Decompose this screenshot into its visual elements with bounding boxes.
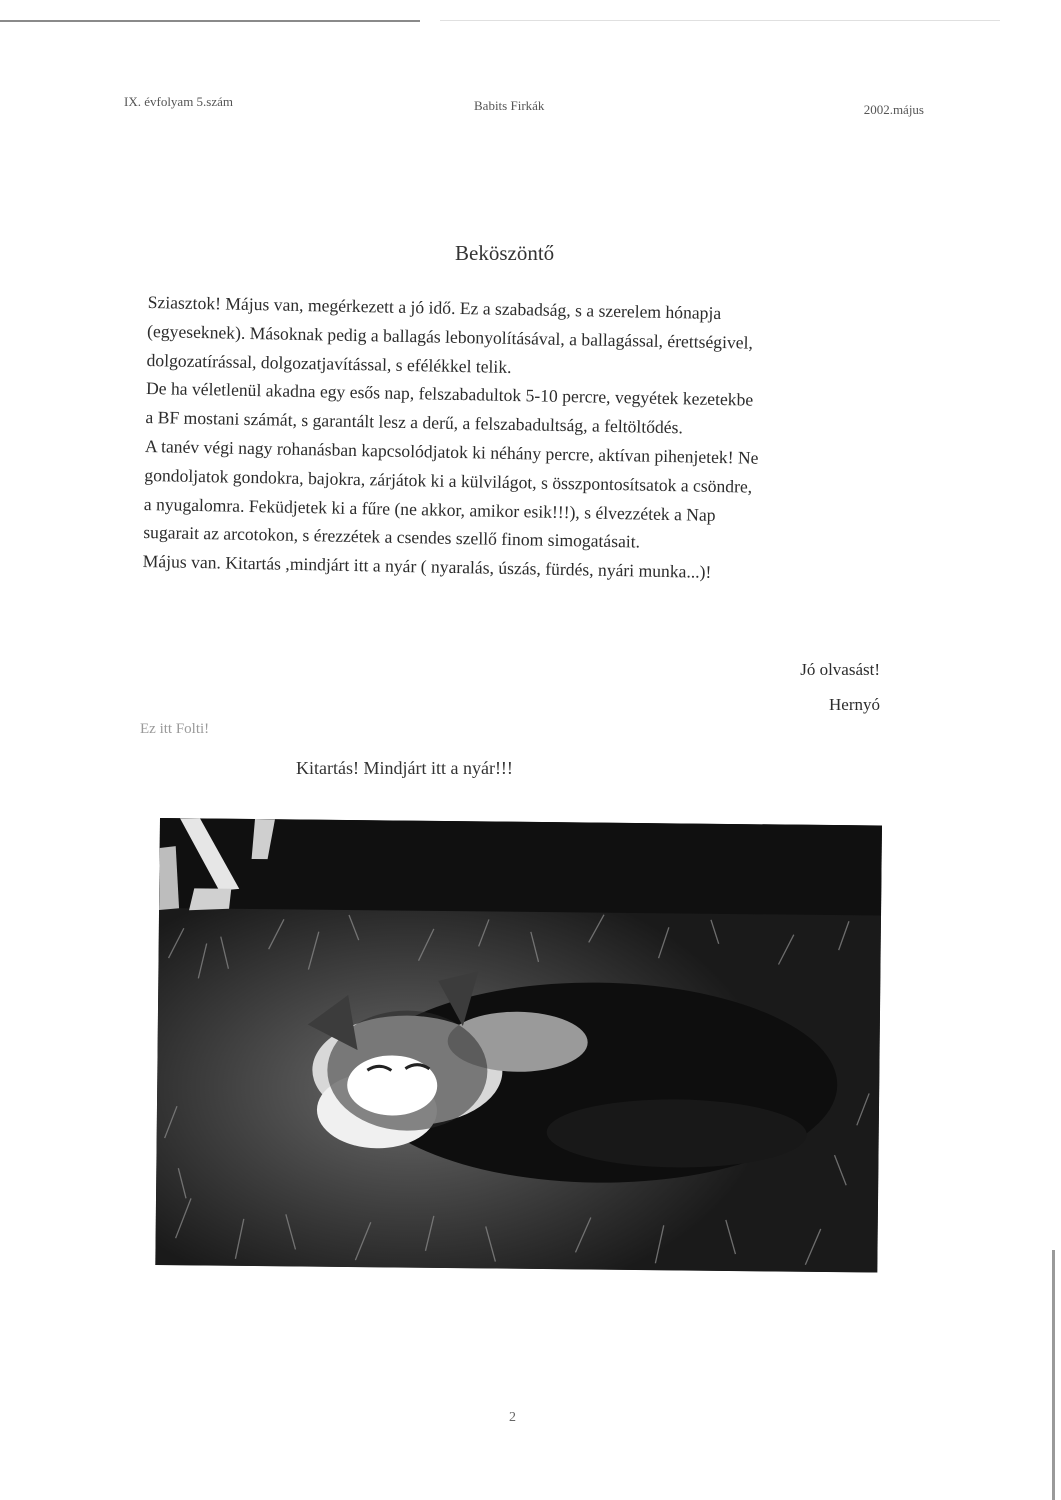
body-line: Május van. Kitartás ,mindjárt itt a nyár ( nyaralás, úszás, fürdés, nyári munka...)! [142,551,712,583]
scan-right-edge [1052,1250,1055,1500]
photo-caption: Kitartás! Mindjárt itt a nyár!!! [296,758,513,778]
scan-edge-line [0,20,420,22]
closing-greeting: Jó olvasást! [800,660,880,679]
body-line: (egyeseknek). Másoknak pedig a ballagás lebonyolításával, a ballagással, érettségivel, [146,320,754,353]
author-signature: Hernyó [829,695,880,714]
body-line: dolgozatírással, dolgozatjavítással, s efélékkel telik. [146,349,512,377]
issue-date: 2002.május [863,102,924,117]
cat-in-grass-image [155,818,882,1273]
issue-number: IX. évfolyam 5.szám [124,94,234,109]
body-line: Sziasztok! Május van, megérkezett a jó idő. Ez a szabadság, s a szerelem hónapja [147,291,722,324]
body-line: a BF mostani számát, s garantált lesz a derű, a felszabadultság, a feltöltődés. [145,407,684,438]
cat-photo [155,818,882,1273]
photo-caption-faint: Ez itt Folti! [140,721,210,737]
article-body [142,288,887,590]
publication-name: Babits Firkák [474,98,545,113]
body-line: A tanév végi nagy rohanásban kapcsolódjatok ki néhány percre, aktívan pihenjetek! Ne [144,435,759,468]
page-number: 2 [509,1410,516,1425]
scan-edge-line-faint [440,20,1000,21]
body-line: a nyugalomra. Feküdjetek ki a fűre (ne akkor, amikor esik!!!), s élvezzétek a Nap [143,493,716,525]
body-line: De ha véletlenül akadna egy esős nap, felszabadultok 5-10 percre, vegyétek kezetekbe [145,378,754,411]
body-line: gondoljatok gondokra, bajokra, zárjátok ki a külvilágot, s összpontosítsatok a csöndre, [144,464,753,497]
body-line: sugarait az arcotokon, s érezzétek a csendes szellő finom simogatásait. [143,522,641,552]
article-title: Beköszöntő [455,241,555,265]
page-header [124,94,924,116]
